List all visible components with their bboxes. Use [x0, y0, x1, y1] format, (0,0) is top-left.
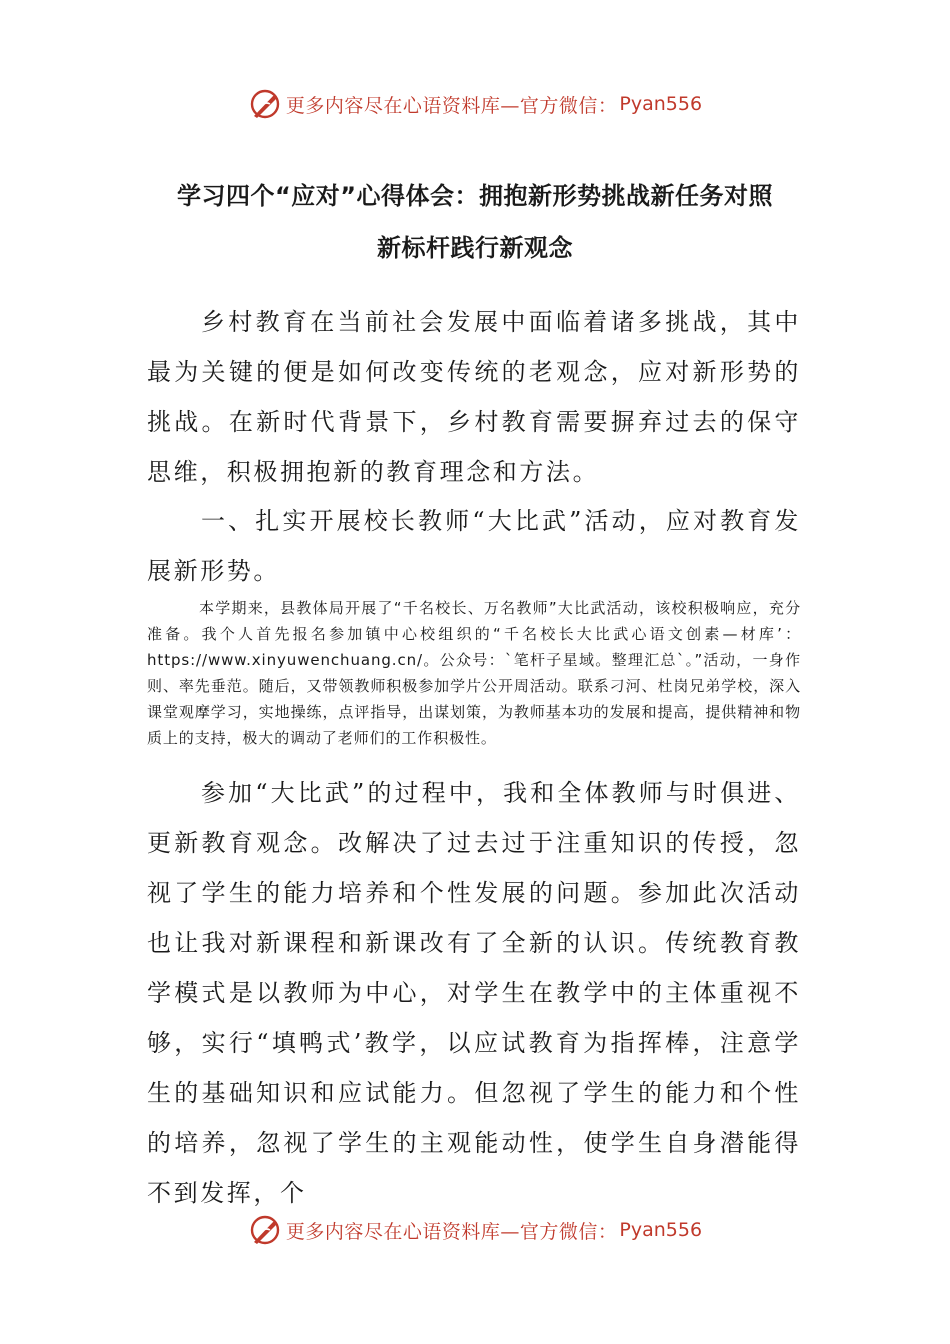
paragraph-small: 本学期来，县教体局开展了“千名校长、万名教师”大比武活动，该校积极响应，充分准备。我个人首先报名参加镇中心校组织的“千名校长大比武心语文创素—材库’：https://www.xinyuwenchuang.cn/。公众号：`笔杆子星域。整理汇总`。”活动，一身作则、率先垂范。随后，又带领教师积极参加学片公开周活动。联系刁河、杜岗兄弟学校，深入课堂观摩学习，实地操练，点评指导，出谋划策，为教师基本功的发展和提高，提供精神和物质上的支持，极大的调动了老师们的工作积极性。	[147, 599, 801, 747]
pen-logo-icon	[248, 1213, 282, 1247]
title-line-2: 新标杆践行新观念	[377, 234, 573, 262]
pen-logo-icon	[248, 87, 282, 121]
document-title	[120, 170, 830, 274]
watermark-wechat-id: Pyan556	[619, 93, 703, 115]
footer-watermark	[0, 1210, 950, 1250]
title-line-1: 学习四个“应对”心得体会：拥抱新形势挑战新任务对照	[176, 182, 774, 210]
watermark-brand: 更多内容尽在心语资料库—官方微信：	[285, 1220, 618, 1243]
watermark-wechat-id: Pyan556	[619, 1219, 703, 1241]
header-watermark	[0, 84, 950, 124]
watermark-brand: 更多内容尽在心语资料库—官方微信：	[285, 94, 618, 117]
section-heading-1: 一、扎实开展校长教师“大比武”活动，应对教育发展新形势。	[147, 507, 801, 585]
paragraph-intro: 乡村教育在当前社会发展中面临着诸多挑战，其中最为关键的便是如何改变传统的老观念，应对新形势的挑战。在新时代背景下，乡村教育需要摒弃过去的保守思维，积极拥抱新的教育理念和方法。	[147, 308, 801, 486]
paragraph-main: 参加“大比武”的过程中，我和全体教师与时俱进、更新教育观念。改解决了过去过于注重知识的传授，忽视了学生的能力培养和个性发展的问题。参加此次活动也让我对新课程和新课改有了全新的认识。传统教育教学模式是以教师为中心，对学生在教学中的主体重视不够，实行“填鸭式’教学，以应试教育为指挥棒，注意学生的基础知识和应试能力。但忽视了学生的能力和个性的培养，忽视了学生的主观能动性，使学生自身潜能得不到发挥，个	[147, 779, 801, 1207]
